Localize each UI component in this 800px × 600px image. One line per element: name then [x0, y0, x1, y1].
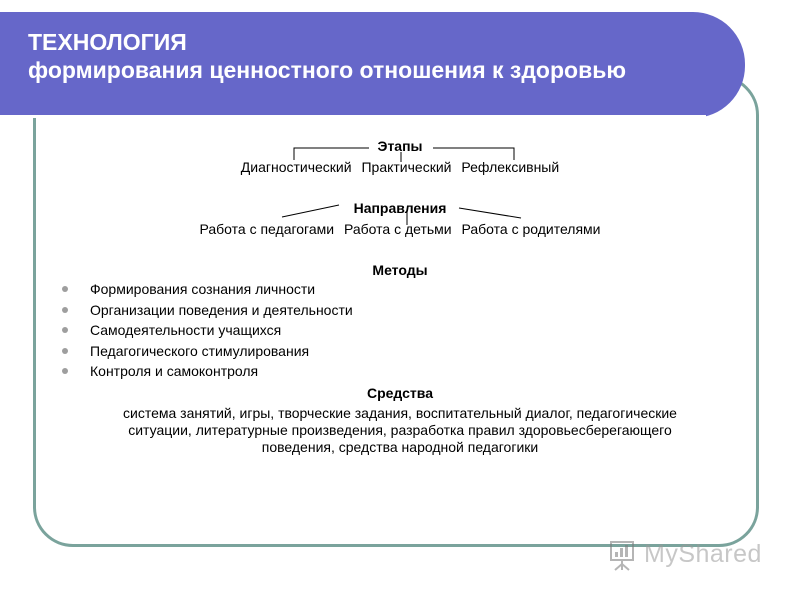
list-item: Самодеятельности учащихся [62, 320, 353, 341]
list-item: Формирования сознания личности [62, 279, 353, 300]
list-item: Педагогического стимулирования [62, 341, 353, 362]
stage-diagnostic: Диагностический [240, 159, 352, 175]
title-line-1: ТЕХНОЛОГИЯ [28, 29, 187, 55]
stages-heading: Этапы [377, 138, 423, 154]
watermark-text: MyShared [644, 540, 762, 568]
direction-teachers: Работа с педагогами [199, 221, 335, 237]
direction-parents: Работа с родителями [461, 221, 601, 237]
list-item: Организации поведения и деятельности [62, 300, 353, 321]
watermark [608, 536, 768, 572]
direction-children: Работа с детьми [343, 221, 452, 237]
stage-practical: Практический [361, 159, 452, 175]
means-text: система занятий, игры, творческие задания, воспитательный диалог, педагогические ситуации, литературные произведения, разработка правил здоровьесберегающего поведения, средства народной педагогики [123, 405, 677, 455]
methods-list [62, 279, 353, 382]
stages-row [0, 158, 800, 176]
stage-reflective: Рефлексивный [461, 159, 560, 175]
title-line-2: формирования ценностного отношения к здоровью [28, 57, 626, 83]
page-title [28, 28, 626, 84]
directions-heading: Направления [353, 200, 447, 216]
title-underline [0, 115, 706, 118]
methods-heading: Методы [372, 262, 428, 278]
directions-row [0, 220, 800, 238]
list-item: Контроля и самоконтроля [62, 361, 353, 382]
means-heading: Средства [366, 385, 433, 401]
title-banner [0, 12, 745, 118]
presentation-board-icon [608, 538, 640, 572]
